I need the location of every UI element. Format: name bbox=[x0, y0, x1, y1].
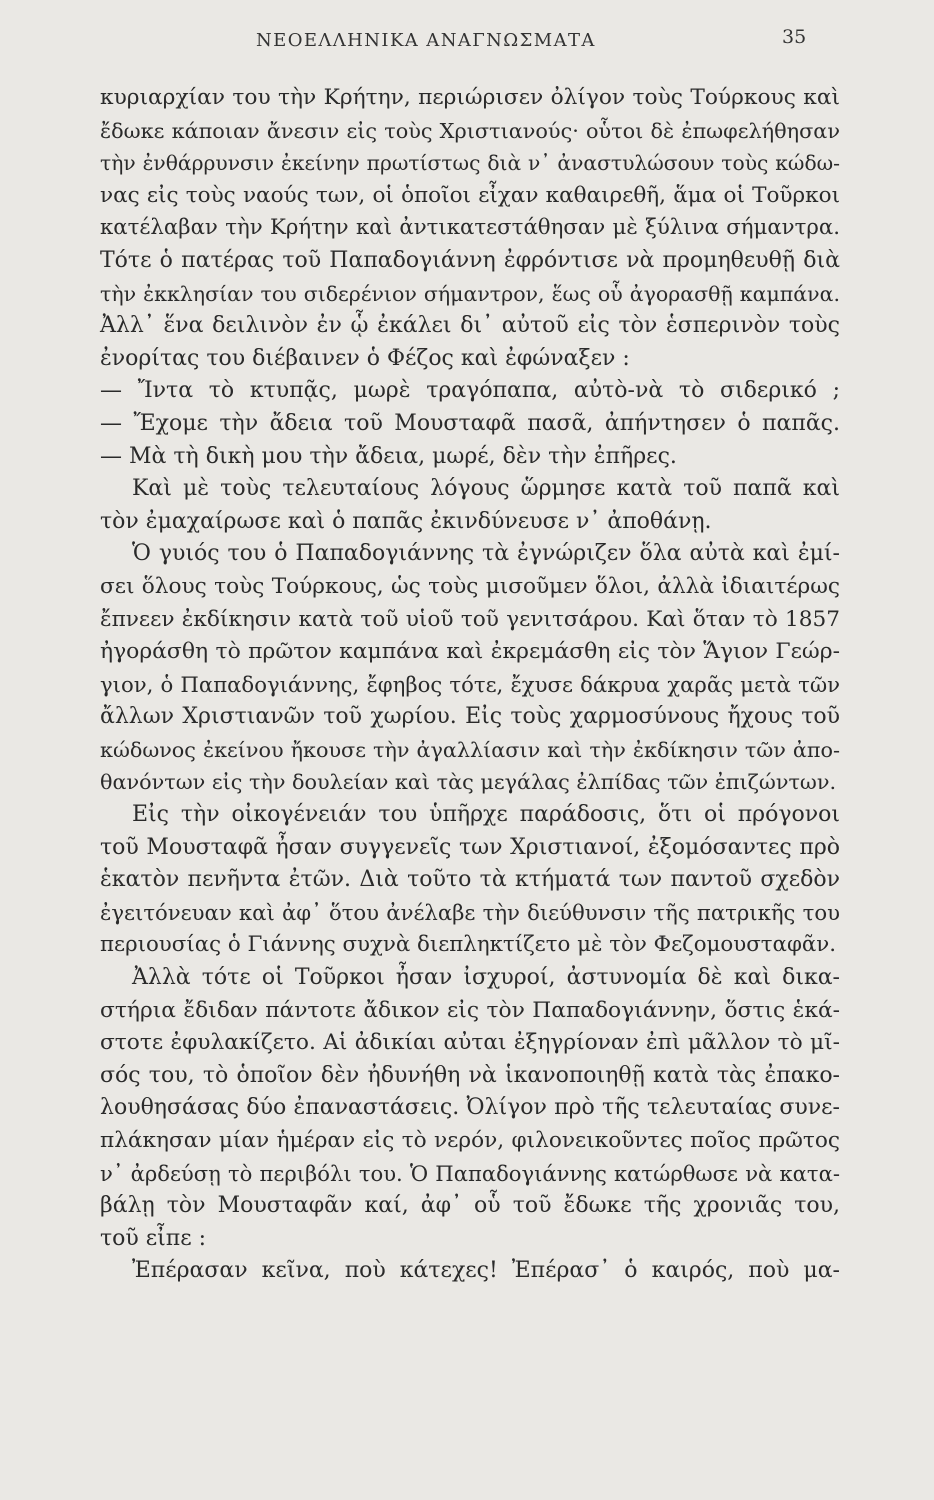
text-line: σός του, τὸ ὁποῖον δὲν ἠδυνήθη νὰ ἱκανοποιηθῇ κατὰ τὰς ἐπακο- bbox=[100, 1062, 840, 1088]
text-line: Τότε ὁ πατέρας τοῦ Παπαδογιάννη ἐφρόντισε νὰ προμηθευθῇ διὰ bbox=[100, 247, 840, 273]
text-line: στήρια ἔδιδαν πάντοτε ἄδικον εἰς τὸν Παπαδογιάννην, ὅστις ἑκά- bbox=[100, 997, 840, 1023]
text-line: ἔδωκε κάποιαν ἄνεσιν εἰς τοὺς Χριστιανούς· οὗτοι δὲ ἐπωφελήθησαν bbox=[100, 118, 840, 143]
text-line: ν᾿ ἀρδεύσῃ τὸ περιβόλι του. Ὁ Παπαδογιάννης κατώρθωσε νὰ κατα- bbox=[100, 1160, 840, 1186]
text-line: Καὶ μὲ τοὺς τελευταίους λόγους ὥρμησε κατὰ τοῦ παπᾶ καὶ bbox=[132, 476, 840, 502]
dialogue-line: — Μὰ τὴ δικὴ μου τὴν ἄδεια, μωρέ, δὲν τὴν ἐπῆρες. bbox=[100, 443, 677, 469]
text-line: τοῦ Μουσταφᾶ ἦσαν συγγενεῖς των Χριστιανοί, ἐξομόσαντες πρὸ bbox=[100, 834, 840, 860]
page-number: 35 bbox=[782, 26, 807, 48]
text-line: τὸν ἐμαχαίρωσε καὶ ὁ παπᾶς ἐκινδύνευσε ν᾿ ἀποθάνῃ. bbox=[100, 508, 712, 534]
text-line: λουθησάσας δύο ἐπαναστάσεις. Ὀλίγον πρὸ τῆς τελευταίας συνε- bbox=[100, 1095, 840, 1121]
text-line: πλάκησαν μίαν ἡμέραν εἰς τὸ νερόν, φιλονεικοῦντες ποῖος πρῶτος bbox=[100, 1128, 840, 1153]
text-line: τὴν ἐνθάρρυνσιν ἐκείνην πρωτίστως διὰ ν᾿ ἀναστυλώσουν τοὺς κώδω- bbox=[100, 151, 840, 176]
text-line: Ὁ γυιός του ὁ Παπαδογιάννης τὰ ἐγνώριζεν ὅλα αὐτὰ καὶ ἐμί- bbox=[132, 541, 840, 567]
text-line: νας εἰς τοὺς ναούς των, οἱ ὁποῖοι εἶχαν καθαιρεθῆ, ἅμα οἱ Τοῦρκοι bbox=[100, 182, 840, 208]
text-line: στοτε ἐφυλακίζετο. Αἱ ἀδικίαι αὐται ἐξηγρίοναν ἐπὶ μᾶλλον τὸ μῖ- bbox=[100, 1030, 840, 1056]
text-line: γιον, ὁ Παπαδογιάννης, ἔφηβος τότε, ἔχυσε δάκρυα χαρᾶς μετὰ τῶν bbox=[100, 671, 840, 697]
text-line: Ἀλλ᾿ ἕνα δειλινὸν ἐν ᾧ ἐκάλει δι᾿ αὐτοῦ εἰς τὸν ἑσπερινὸν τοὺς bbox=[100, 313, 840, 339]
dialogue-line: — Ἔχομε τὴν ἄδεια τοῦ Μουσταφᾶ πασᾶ, ἀπήντησεν ὁ παπᾶς. bbox=[100, 410, 840, 436]
running-title: ΝΕΟΕΛΛΗΝΙΚΑ ΑΝΑΓΝΩΣΜΑΤΑ bbox=[256, 30, 596, 51]
text-line: κώδωνος ἐκείνου ἤκουσε τὴν ἀγαλλίασιν καὶ τὴν ἐκδίκησιν τῶν ἀπο- bbox=[100, 737, 840, 762]
text-line: Εἰς τὴν οἰκογένειάν του ὑπῆρχε παράδοσις, ὅτι οἱ πρόγονοι bbox=[132, 802, 840, 828]
page-header bbox=[0, 24, 934, 64]
text-line: ἄλλων Χριστιανῶν τοῦ χωρίου. Εἰς τοὺς χαρμοσύνους ἤχους τοῦ bbox=[100, 704, 840, 730]
text-line: περιουσίας ὁ Γιάννης συχνὰ διεπληκτίζετο μὲ τὸν Φεζομουσταφᾶν. bbox=[100, 932, 837, 958]
text-line: Ἐπέρασαν κεῖνα, ποὺ κάτεχες! Ἐπέρασ᾿ ὁ καιρός, ποὺ μα- bbox=[132, 1258, 840, 1284]
text-line: ἔπνεεν ἐκδίκησιν κατὰ τοῦ υἱοῦ τοῦ γενιτσάρου. Καὶ ὅταν τὸ 1857 bbox=[100, 606, 840, 632]
text-line: ἐγειτόνευαν καὶ ἀφ᾿ ὅτου ἀνέλαβε τὴν διεύθυνσιν τῆς πατρικῆς του bbox=[100, 899, 840, 925]
text-line: θανόντων εἰς τὴν δουλείαν καὶ τὰς μεγάλας ἐλπίδας τῶν ἐπιζώντων. bbox=[100, 770, 837, 795]
text-line: κυριαρχίαν του τὴν Κρήτην, περιώρισεν ὀλίγον τοὺς Τούρκους καὶ bbox=[100, 85, 840, 110]
text-line: ἠγοράσθη τὸ πρῶτον καμπάνα καὶ ἐκρεμάσθη εἰς τὸν Ἅγιον Γεώρ- bbox=[100, 639, 840, 665]
text-line: κατέλαβαν τὴν Κρήτην καὶ ἀντικατεστάθησαν μὲ ξύλινα σήμαντρα. bbox=[100, 215, 840, 241]
text-line: ἐνορίτας του διέβαινεν ὁ Φέζος καὶ ἐφώναξεν : bbox=[100, 345, 630, 371]
text-line: σει ὅλους τοὺς Τούρκους, ὡς τοὺς μισοῦμεν ὅλοι, ἀλλὰ ἰδιαιτέρως bbox=[100, 573, 840, 599]
text-line: τοῦ εἶπε : bbox=[100, 1225, 207, 1251]
dialogue-line: — Ἴντα τὸ κτυπᾷς, μωρὲ τραγόπαπα, αὐτὸ-νὰ τὸ σιδερικό ; bbox=[100, 378, 840, 404]
text-line: τὴν ἐκκλησίαν του σιδερένιον σήμαντρον, ἕως οὗ ἀγορασθῇ καμπάνα. bbox=[100, 281, 840, 306]
text-line: ἑκατὸν πενῆντα ἐτῶν. Διὰ τοῦτο τὰ κτήματά των παντοῦ σχεδὸν bbox=[100, 867, 840, 893]
text-line: Ἀλλὰ τότε οἱ Τοῦρκοι ἦσαν ἰσχυροί, ἀστυνομία δὲ καὶ δικα- bbox=[132, 965, 840, 991]
text-line: βάλῃ τὸν Μουσταφᾶν καί, ἀφ᾿ οὗ τοῦ ἔδωκε τῆς χρονιᾶς του, bbox=[100, 1193, 840, 1219]
body-text bbox=[100, 82, 840, 1288]
